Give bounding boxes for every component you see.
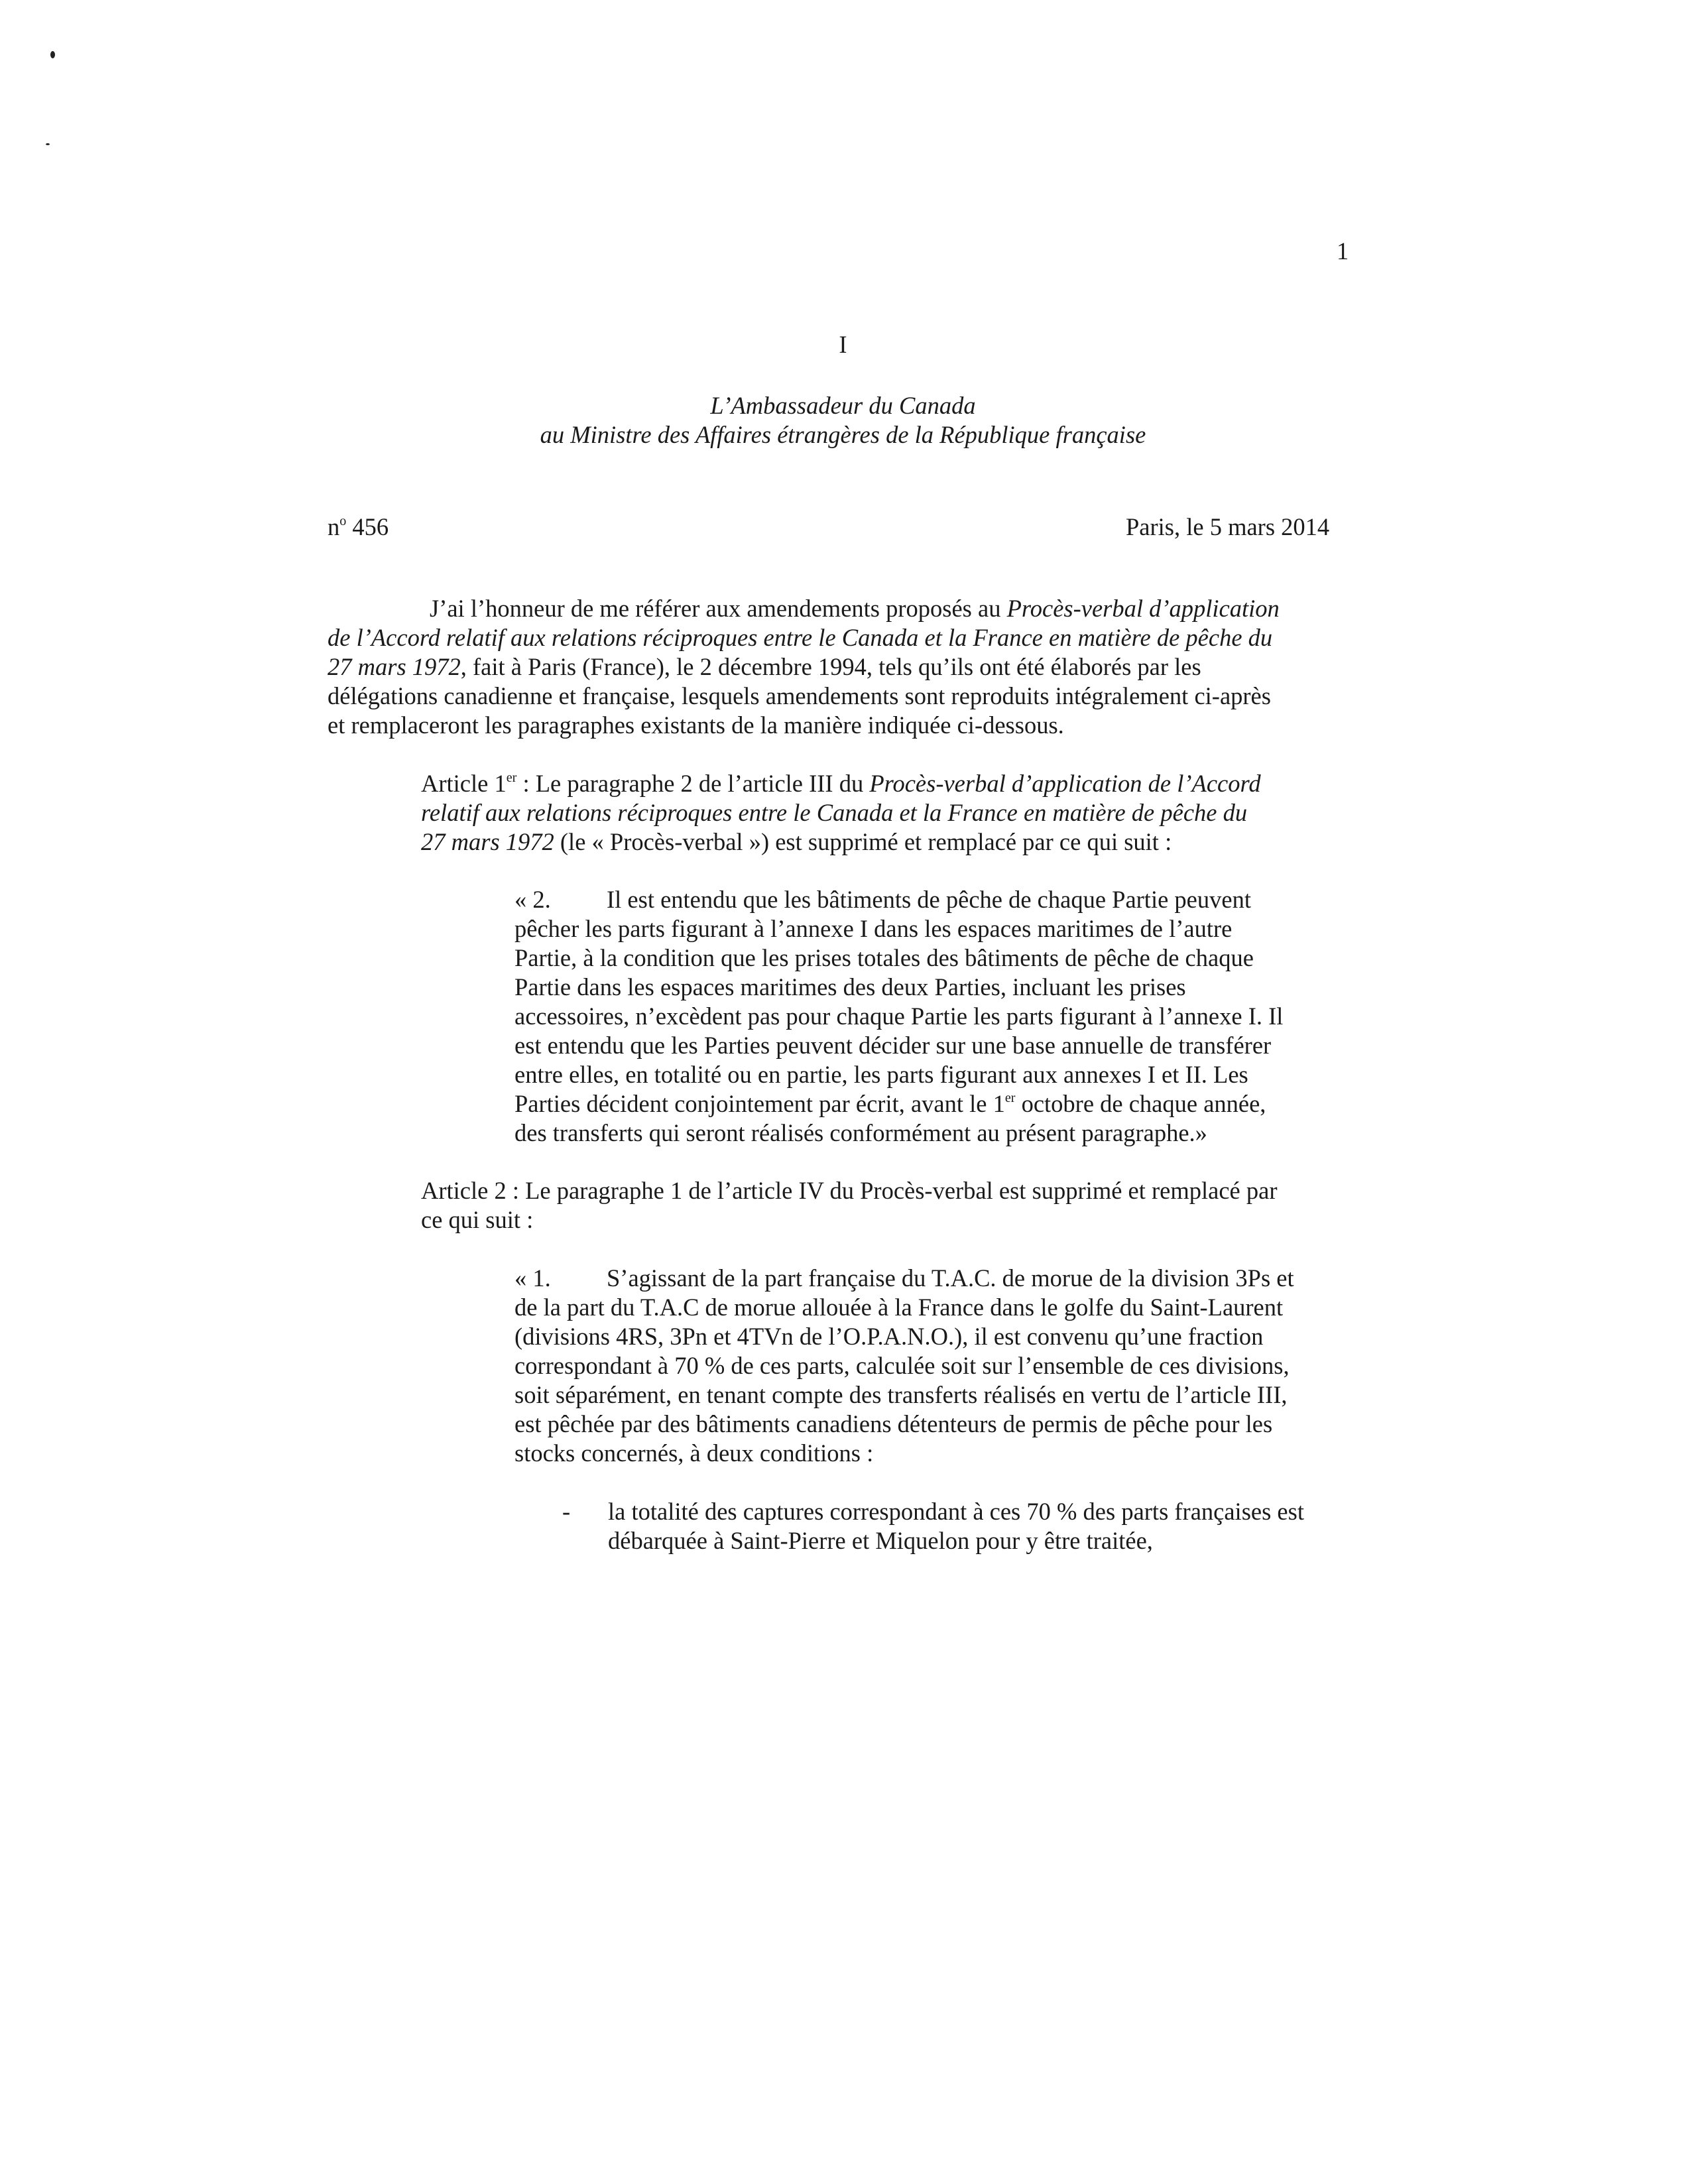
scan-speck xyxy=(50,51,55,58)
quote-marker: « 2. xyxy=(514,886,551,913)
scan-speck xyxy=(46,143,50,145)
sender-line: L’Ambassadeur du Canada xyxy=(710,392,976,419)
place-date: Paris, le 5 mars 2014 xyxy=(1126,513,1330,540)
page-number: 1 xyxy=(1337,237,1349,265)
recipient-line: au Ministre des Affaires étrangères de la République française xyxy=(540,421,1146,448)
quote-marker: « 1. xyxy=(514,1264,551,1292)
reference-number: $n^o$ 456 xyxy=(328,513,389,540)
section-number: I xyxy=(839,331,847,358)
bullet-dash: - xyxy=(562,1498,571,1525)
